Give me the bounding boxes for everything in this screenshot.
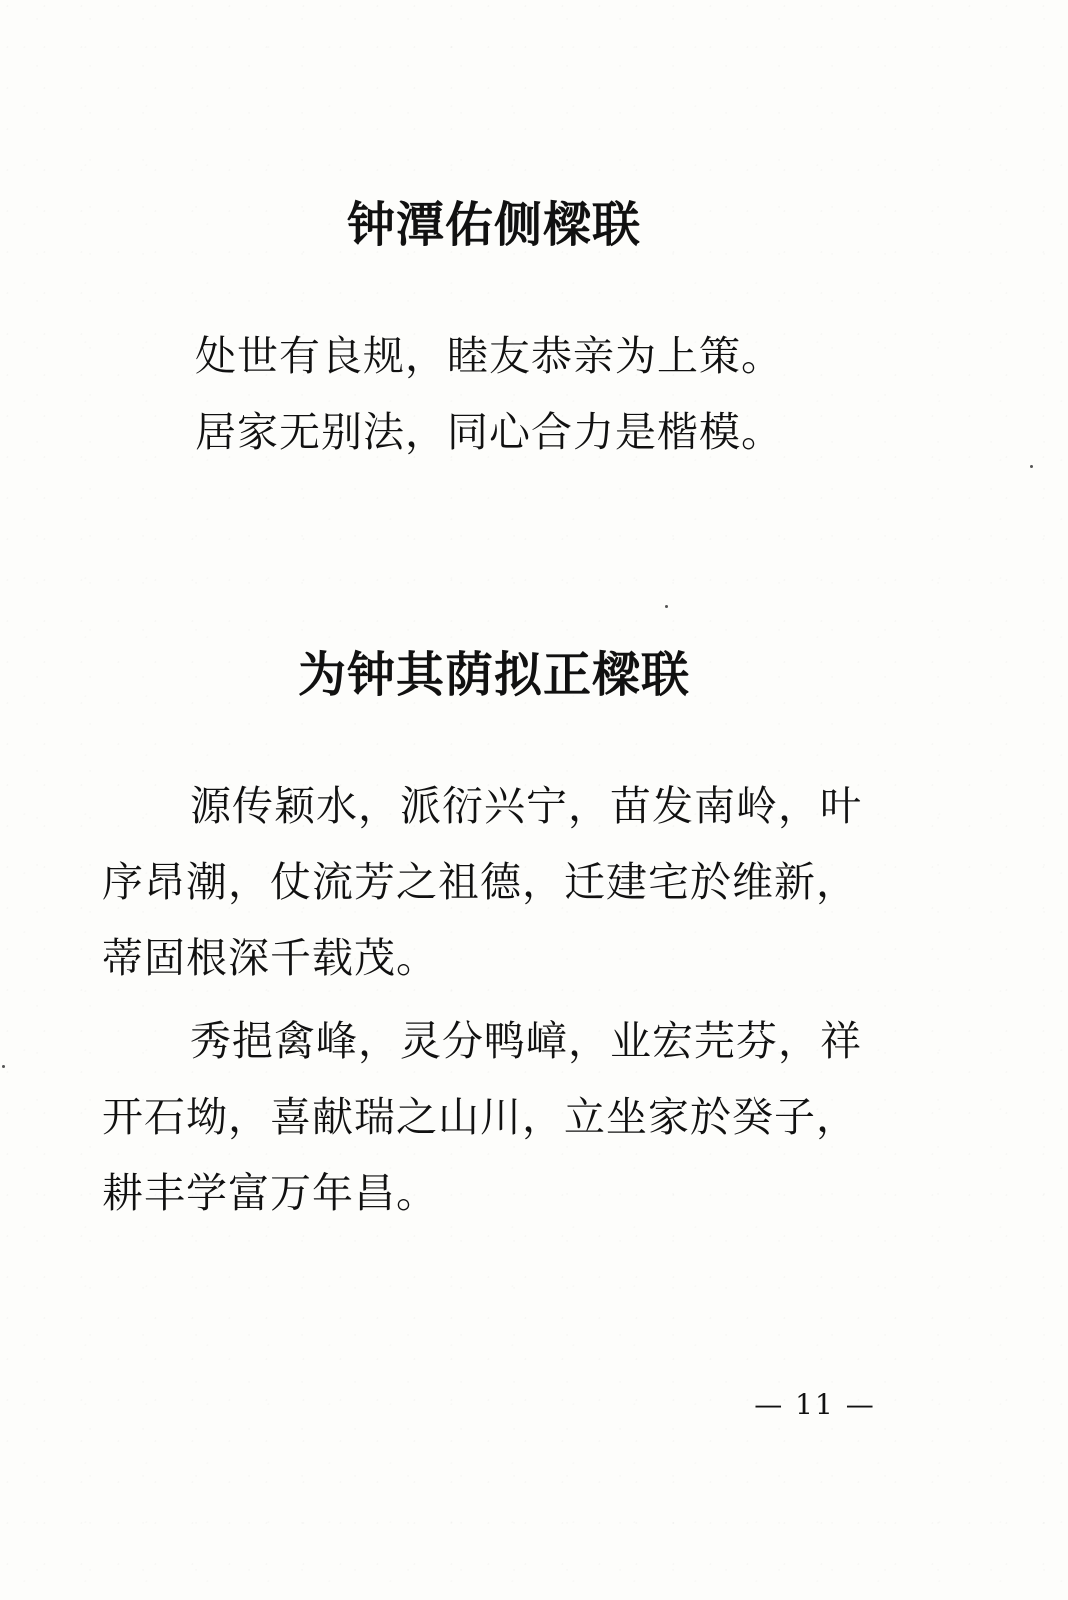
paragraph-line: 耕丰学富万年昌。 [102,1169,438,1217]
couplet-1 [195,318,955,470]
page-number: — 11 — [754,1388,876,1421]
couplet-paragraph-2 [102,1003,922,1231]
couplet-line-1: 处世有良规，睦友恭亲为上策。 [195,332,783,380]
section-title-2: 为钟其荫拟正樑联 [297,647,690,703]
section-title-1: 钟潭佑侧樑联 [346,197,641,253]
paragraph-line: 源传颖水，派衍兴宁，苗发南岭，叶 [190,782,862,830]
paragraph-line: 蒂固根深千载茂。 [102,934,438,982]
couplet-paragraph-1 [102,768,922,996]
scan-speck [665,605,668,608]
scan-speck [2,1065,5,1068]
paragraph-line: 开石坳，喜献瑞之山川，立坐家於癸子， [102,1093,858,1141]
paragraph-line: 序昂潮，仗流芳之祖德，迁建宅於维新， [102,858,858,906]
couplet-line-2: 居家无别法，同心合力是楷模。 [195,408,783,456]
paragraph-line: 秀挹禽峰，灵分鸭嶂，业宏芫芬，祥 [190,1017,862,1065]
scan-speck [1030,465,1033,468]
